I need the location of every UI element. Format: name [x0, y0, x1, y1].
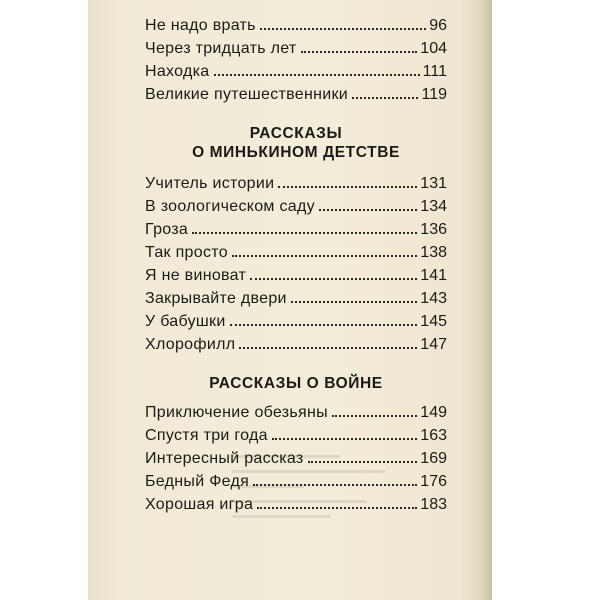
toc-entry [145, 310, 447, 333]
toc-entry-page: 138 [420, 244, 447, 261]
toc-entry [145, 333, 447, 356]
dot-leader [319, 209, 417, 211]
section-heading-line: РАССКАЗЫ [249, 125, 343, 142]
toc-entry-title: У бабушки [145, 313, 226, 330]
toc-entry-title: Через тридцать лет [145, 40, 297, 57]
toc-entry-title: Находка [145, 63, 210, 80]
toc-entry-title: Приключение обезьяны [145, 404, 328, 421]
section-heading-line: О МИНЬКИНОМ ДЕТСТВЕ [192, 144, 400, 161]
toc-entry [145, 424, 447, 447]
toc-entry-page: 119 [421, 86, 447, 103]
toc-entry-page: 111 [422, 63, 447, 80]
toc-entry [145, 60, 447, 83]
toc-entry-page: 143 [420, 290, 447, 307]
dot-leader [308, 461, 418, 463]
toc-entry-title: Я не виноват [145, 267, 247, 284]
toc-war-entries [145, 401, 447, 516]
toc-childhood-entries [145, 172, 447, 356]
toc-entry-title: Гроза [145, 221, 189, 238]
toc-entry-page: 96 [429, 17, 447, 34]
toc-entry-page: 141 [420, 267, 447, 284]
toc-entry [145, 172, 447, 195]
dot-leader [257, 507, 417, 509]
toc-entry-title: Интересный рассказ [145, 450, 304, 467]
section-heading-war: РАССКАЗЫ О ВОЙНЕ [209, 375, 383, 392]
dot-leader [214, 74, 420, 76]
dot-leader [192, 232, 417, 234]
section-heading-childhood [145, 124, 447, 162]
toc-entry-page: 176 [420, 473, 447, 490]
table-of-contents [145, 14, 447, 516]
toc-entry [145, 287, 447, 310]
toc-entry-page: 145 [420, 313, 447, 330]
toc-entry [145, 264, 447, 287]
toc-entry-title: В зоологическом саду [145, 198, 315, 215]
toc-entry [145, 470, 447, 493]
toc-entry-page: 183 [420, 496, 447, 513]
toc-entry [145, 37, 447, 60]
toc-entry-title: Так просто [145, 244, 228, 261]
page-gutter-shadow [482, 0, 492, 600]
toc-entry-title: Учитель истории [145, 175, 275, 192]
toc-entry [145, 493, 447, 516]
toc-entry [145, 83, 447, 106]
toc-entry-title: Хорошая игра [145, 496, 254, 513]
toc-top-entries [145, 14, 447, 106]
toc-entry-page: 136 [420, 221, 447, 238]
toc-entry [145, 447, 447, 470]
toc-entry [145, 218, 447, 241]
dot-leader [352, 97, 418, 99]
dot-leader [272, 438, 417, 440]
toc-entry-page: 163 [420, 427, 447, 444]
dot-leader [278, 186, 417, 188]
dot-leader [291, 301, 417, 303]
toc-entry-page: 131 [420, 175, 447, 192]
toc-entry-title: Закрывайте двери [145, 290, 287, 307]
toc-entry-page: 104 [420, 40, 447, 57]
toc-entry-page: 147 [420, 336, 447, 353]
toc-entry-page: 169 [420, 450, 447, 467]
dot-leader [301, 51, 418, 53]
toc-entry [145, 241, 447, 264]
dot-leader [260, 28, 426, 30]
dot-leader [239, 347, 417, 349]
toc-entry-title: Не надо врать [145, 17, 256, 34]
toc-entry-title: Хлорофилл [145, 336, 236, 353]
dot-leader [332, 415, 417, 417]
toc-entry [145, 14, 447, 37]
dot-leader [253, 484, 417, 486]
toc-entry-title: Великие путешественники [145, 86, 349, 103]
toc-entry-title: Бедный Федя [145, 473, 250, 490]
dot-leader [230, 324, 418, 326]
dot-leader [232, 255, 417, 257]
toc-entry [145, 401, 447, 424]
toc-entry-page: 134 [420, 198, 447, 215]
dot-leader [250, 278, 417, 280]
toc-entry-title: Спустя три года [145, 427, 268, 444]
toc-entry-page: 149 [420, 404, 447, 421]
toc-entry [145, 195, 447, 218]
